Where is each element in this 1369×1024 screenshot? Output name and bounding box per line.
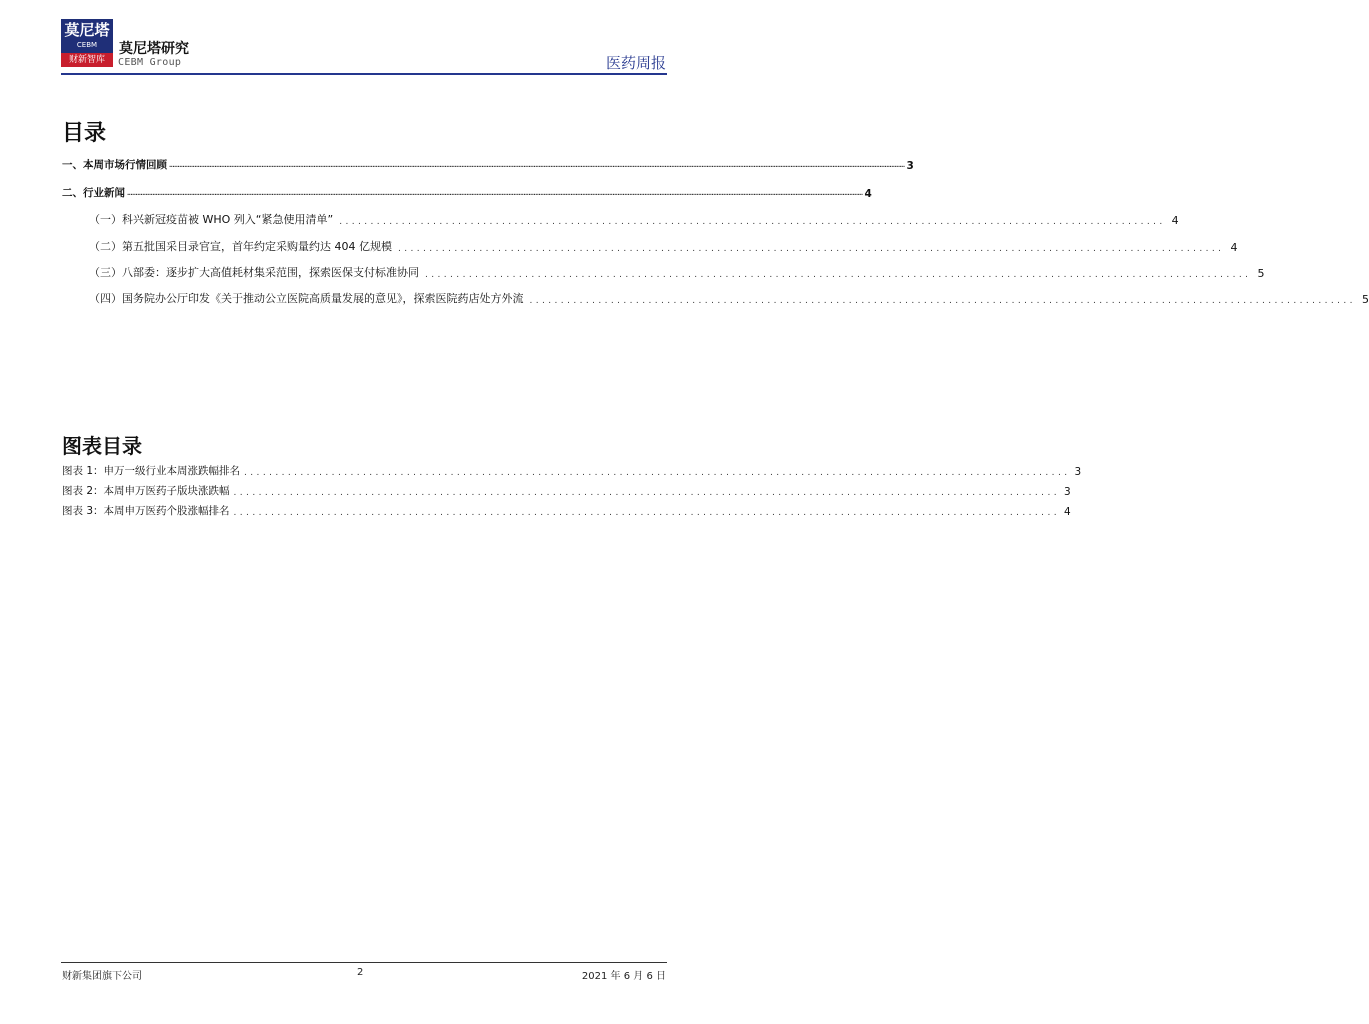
toc-entry-label: （二）第五批国采目录官宣，首年约定采购量约达 404 亿规模 — [89, 240, 392, 253]
toc-entry-label: （四）国务院办公厅印发《关于推动公立医院高质量发展的意见》，探索医院药店处方外流 — [89, 292, 524, 305]
toc-entry-page: 5 — [1257, 267, 1265, 280]
logo-top-text: 莫尼塔 — [64, 21, 110, 39]
toc-entry-page: 4 — [1171, 214, 1179, 227]
figure-list-title: 图表目录 — [62, 434, 142, 458]
org-name: 莫尼塔研究 — [119, 41, 189, 57]
toc-entry-label: （一）科兴新冠疫苗被 WHO 列入“紧急使用清单” — [89, 213, 334, 226]
leader-dots: .................................................................................................................................... — [233, 508, 1060, 518]
toc-entry-label: 二、行业新闻 — [62, 187, 125, 199]
toc-entry-label: 一、本周市场行情回顾 — [62, 159, 167, 171]
toc-entry-page: 3 — [906, 160, 914, 172]
logo — [61, 19, 113, 67]
toc-entry-page: 4 — [864, 188, 872, 200]
figure-entry-page: 4 — [1063, 506, 1071, 518]
toc-entry[interactable] — [62, 185, 872, 200]
figure-entry-page: 3 — [1063, 486, 1071, 498]
footer-date: 2021 年 6 月 6 日 — [581, 971, 666, 982]
figure-entry-label: 图表 2：本周申万医药子版块涨跌幅 — [62, 485, 230, 497]
toc-entry-page: 4 — [1230, 241, 1238, 254]
toc-subentry[interactable] — [89, 290, 1369, 306]
page-number: 2 — [357, 967, 364, 978]
leader-dots: .................................................................................................................................... — [339, 217, 1166, 227]
toc-entry-page: 5 — [1361, 293, 1369, 306]
logo-bottom-text: 财新智库 — [61, 53, 113, 67]
toc-subentry[interactable] — [89, 264, 1265, 280]
toc-subentry[interactable] — [89, 211, 1179, 227]
report-type: 医药周报 — [605, 54, 666, 72]
leader-dots: .................................................................................................................................... — [529, 296, 1356, 306]
leader-dots: .................................................................................................................................... — [425, 270, 1252, 280]
leader-dots: ...................................................................................................................................................................................................................................................................................................................................................................................................................................................... — [127, 190, 863, 197]
leader-dots: .................................................................................................................................... — [233, 488, 1060, 498]
toc-title: 目录 — [62, 121, 107, 146]
leader-dots: .................................................................................................................................... — [244, 468, 1071, 478]
footer-divider — [61, 962, 667, 963]
leader-dots: ...................................................................................................................................................................................................................................................................................................................................................................................................................................................... — [169, 162, 905, 169]
toc-subentry[interactable] — [89, 238, 1238, 254]
logo-mid-text: CEBM — [76, 41, 98, 49]
figure-entry[interactable] — [62, 503, 1071, 518]
toc-entry[interactable] — [62, 157, 914, 172]
figure-entry[interactable] — [62, 483, 1071, 498]
figure-entry-label: 图表 1：申万一级行业本周涨跌幅排名 — [62, 465, 241, 477]
org-subtitle: CEBM Group — [118, 57, 182, 68]
header-divider — [61, 73, 667, 75]
toc-entry-label: （三）八部委：逐步扩大高值耗材集采范围，探索医保支付标准协同 — [89, 266, 419, 279]
leader-dots: .................................................................................................................................... — [398, 244, 1225, 254]
footer-company: 财新集团旗下公司 — [62, 971, 142, 982]
figure-entry-label: 图表 3：本周申万医药个股涨幅排名 — [62, 505, 230, 517]
figure-entry[interactable] — [62, 463, 1082, 478]
figure-entry-page: 3 — [1074, 466, 1082, 478]
